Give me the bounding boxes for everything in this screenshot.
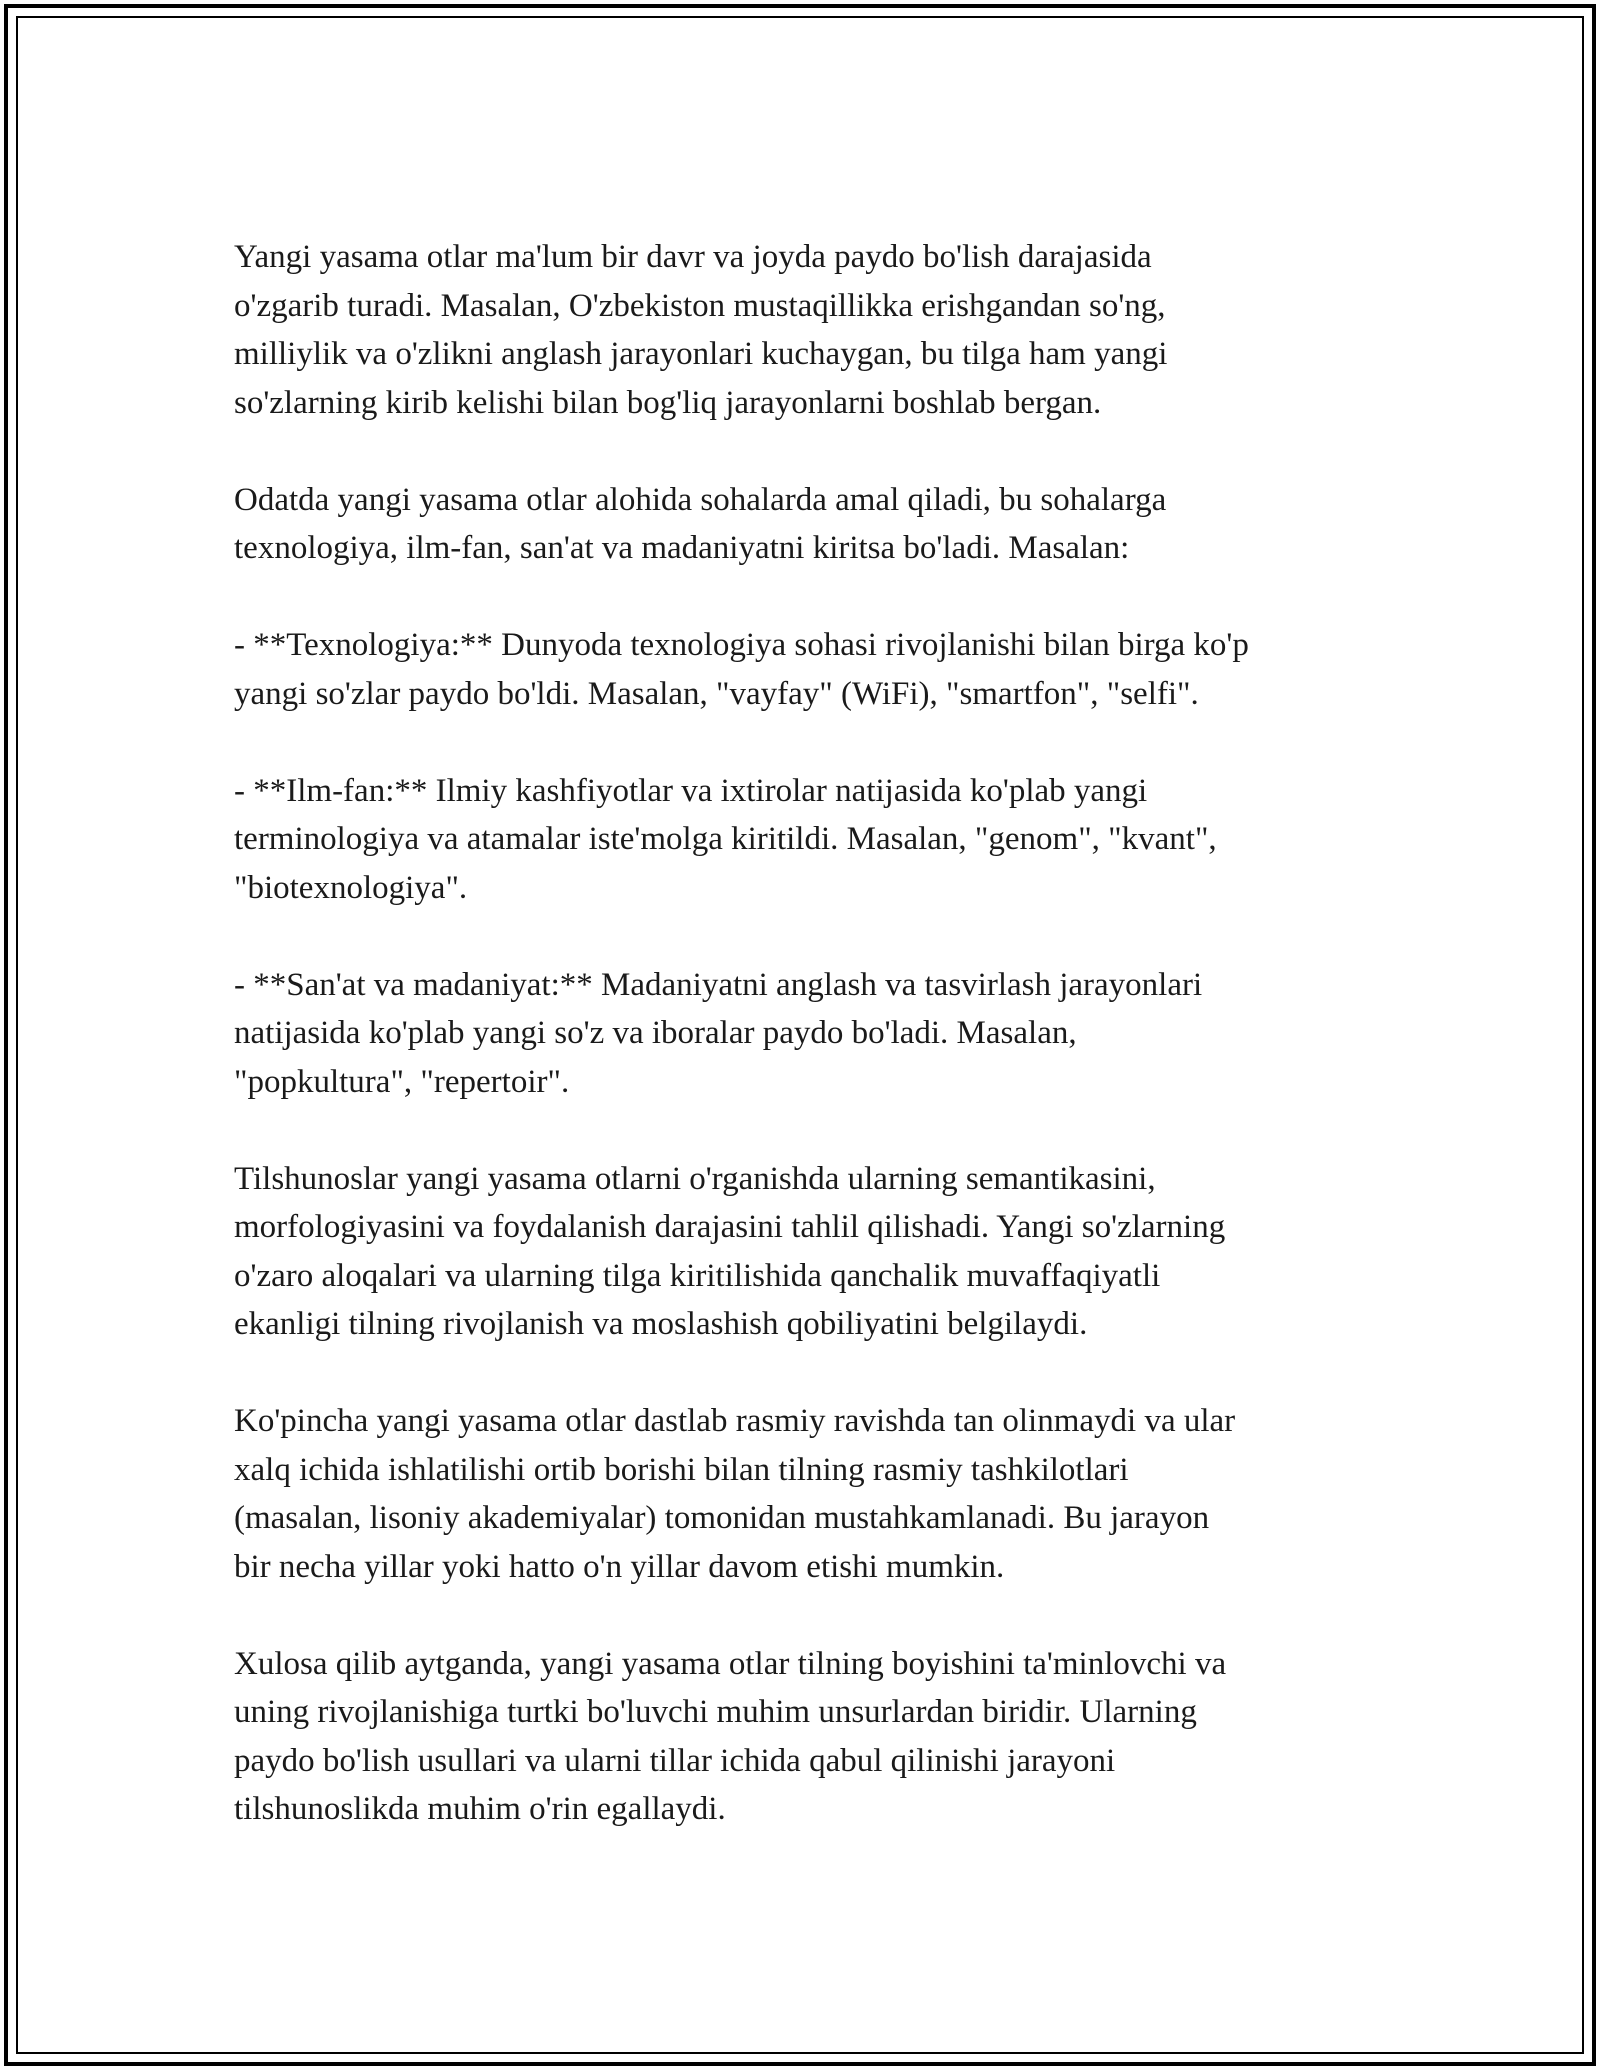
list-item-science: - **Ilm-fan:** Ilmiy kashfiyotlar va ixtirolar natijasida ko'plab yangi terminologiya va atamalar iste'molga kiritildi. Masalan, "genom", "kvant", "biotexnologiya". — [234, 772, 1217, 906]
paragraph-domains: Odatda yangi yasama otlar alohida sohalarda amal qiladi, bu sohalarga texnologiya, ilm-fan, san'at va madaniyatni kiritsa bo'ladi. Masalan: — [234, 481, 1167, 566]
paragraph-intro: Yangi yasama otlar ma'lum bir davr va joyda paydo bo'lish darajasida o'zgarib turadi. Masalan, O'zbekiston mustaqillikka erishgandan so'ng, milliylik va o'zlikni anglash jarayonlari kuchaygan, bu tilga ham yangi so'zlarning kirib kelishi bilan bog'liq jarayonlarni boshlab bergan. — [234, 239, 1168, 421]
paragraph-linguists: Tilshunoslar yangi yasama otlarni o'rganishda ularning semantikasini, morfologiyasini va foydalanish darajasini tahlil qilishadi. Yangi so'zlarning o'zaro aloqalari va ularning tilga kiritilishida qanchalik muvaffaqiyatli ekanligi tilning rivojlanish va moslashish qobiliyatini belgilaydi. — [234, 1160, 1226, 1342]
list-item-art-culture: - **San'at va madaniyat:** Madaniyatni anglash va tasvirlash jarayonlari natijasida ko'plab yangi so'z va iboralar paydo bo'ladi. Masalan, "popkultura", "repertoir". — [234, 966, 1203, 1100]
document-body — [234, 233, 1414, 1834]
paragraph-conclusion: Xulosa qilib aytganda, yangi yasama otlar tilning boyishini ta'minlovchi va uning rivojlanishiga turtki bo'luvchi muhim unsurlardan biridir. Ularning paydo bo'lish usullari va ularni tillar ichida qabul qilinishi jarayoni tilshunoslikda muhim o'rin egallaydi. — [234, 1645, 1227, 1827]
list-item-technology: - **Texnologiya:** Dunyoda texnologiya sohasi rivojlanishi bilan birga ko'p yangi so'zlar paydo bo'ldi. Masalan, "vayfay" (WiFi), "smartfon", "selfi". — [234, 627, 1249, 712]
paragraph-recognition: Ko'pincha yangi yasama otlar dastlab rasmiy ravishda tan olinmaydi va ular xalq ichida ishlatilishi ortib borishi bilan tilning rasmiy tashkilotlari (masalan, lisoniy akademiyalar) tomonidan mustahkamlanadi. Bu jarayon bir necha yillar yoki hatto o'n yillar davom etishi mumkin. — [234, 1403, 1236, 1585]
